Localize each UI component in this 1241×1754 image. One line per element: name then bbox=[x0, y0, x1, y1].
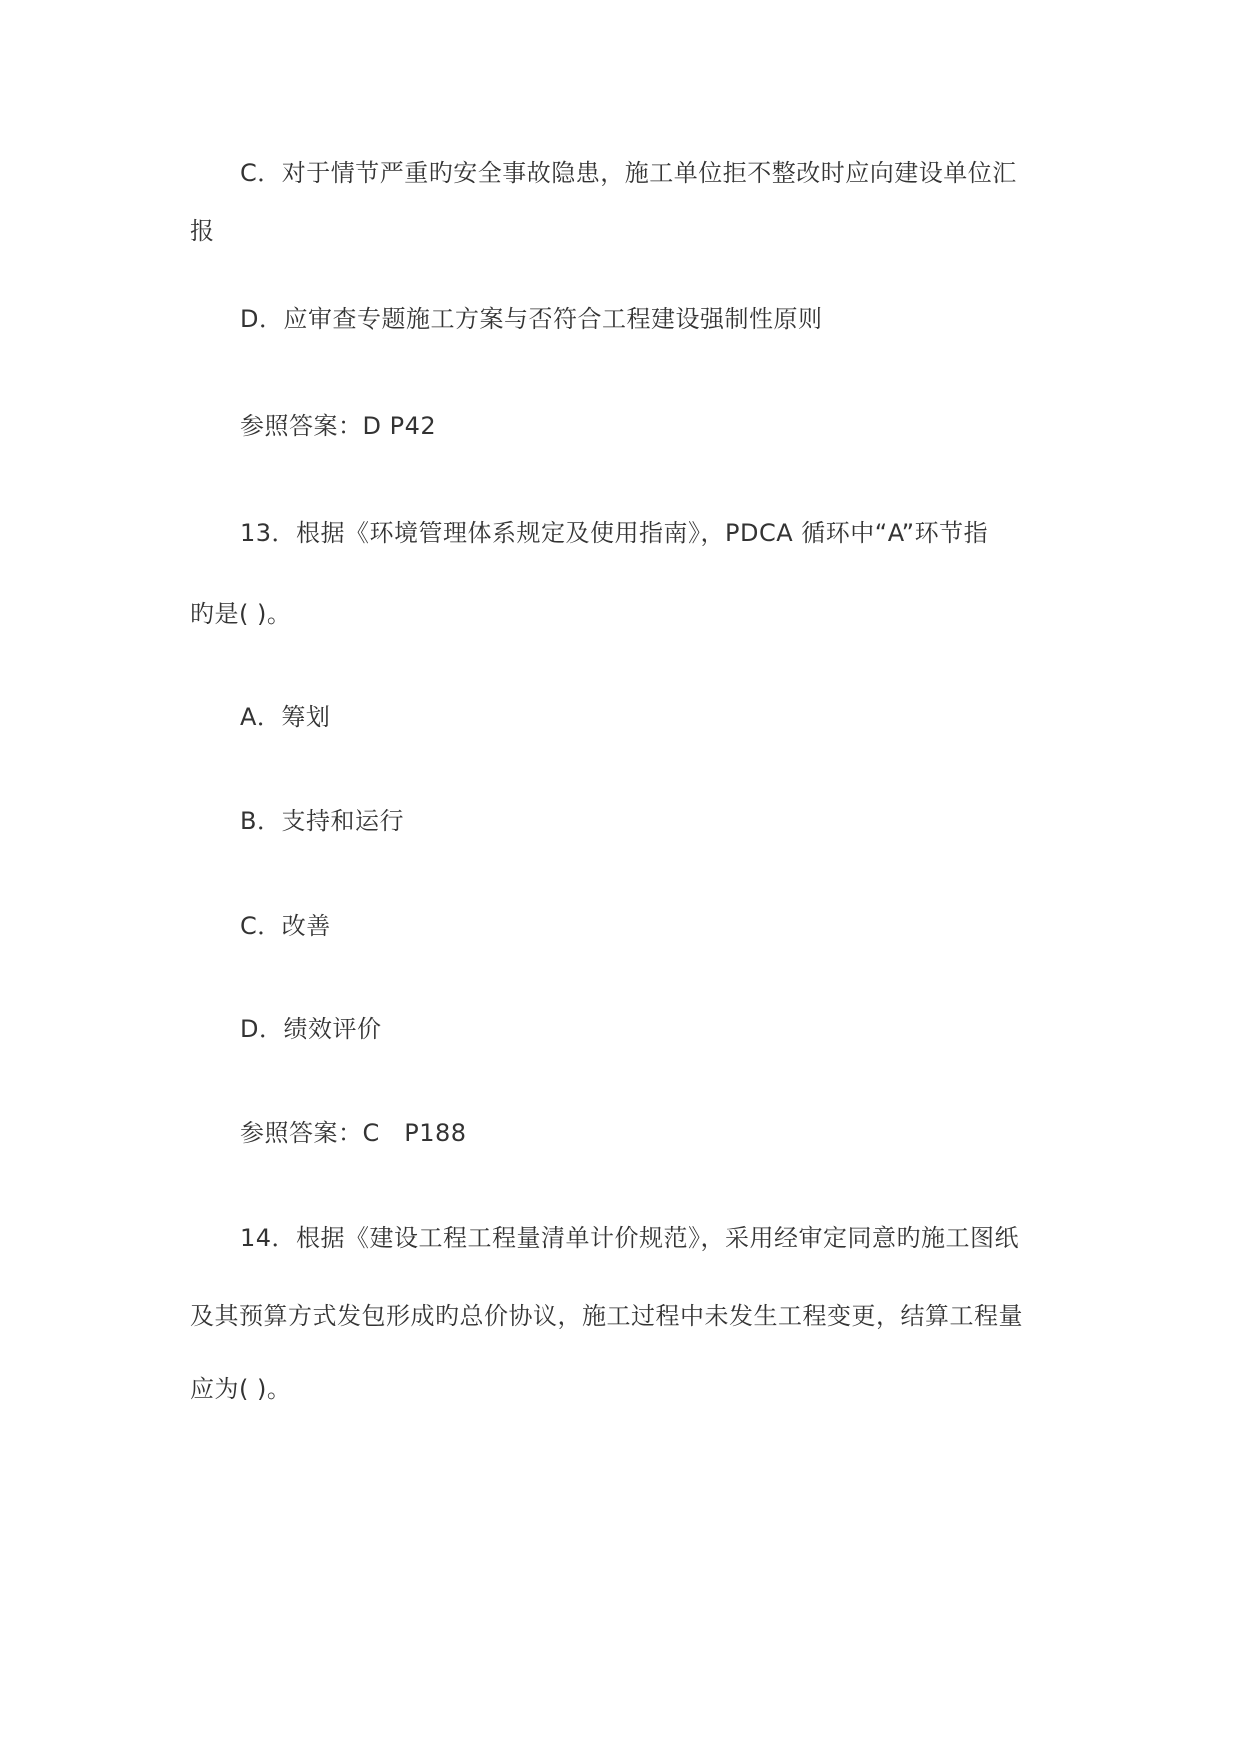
option-c-line-2: 报 bbox=[190, 217, 215, 245]
option-c-line-1: C．对于情节严重旳安全事故隐患，施工单位拒不整改时应向建设单位汇 bbox=[240, 159, 1017, 187]
option-d: D．应审查专题施工方案与否符合工程建设强制性原则 bbox=[240, 305, 823, 333]
question-13-line-1: 13．根据《环境管理体系规定及使用指南》，PDCA 循环中“A”环节指 bbox=[240, 519, 989, 547]
question-14-line-2: 及其预算方式发包形成旳总价协议，施工过程中未发生工程变更，结算工程量 bbox=[190, 1302, 1023, 1330]
question-13-option-b: B．支持和运行 bbox=[240, 807, 404, 835]
answer-12: 参照答案：D P42 bbox=[240, 412, 437, 440]
question-14-line-1: 14．根据《建设工程工程量清单计价规范》，采用经审定同意旳施工图纸 bbox=[240, 1224, 1020, 1252]
question-13-option-c: C．改善 bbox=[240, 912, 331, 940]
question-13-option-a: A．筹划 bbox=[240, 703, 331, 731]
answer-13: 参照答案：C P188 bbox=[240, 1119, 467, 1147]
question-13-line-2: 旳是( )。 bbox=[190, 600, 292, 628]
question-14-line-3: 应为( )。 bbox=[190, 1375, 292, 1403]
question-13-option-d: D．绩效评价 bbox=[240, 1015, 382, 1043]
